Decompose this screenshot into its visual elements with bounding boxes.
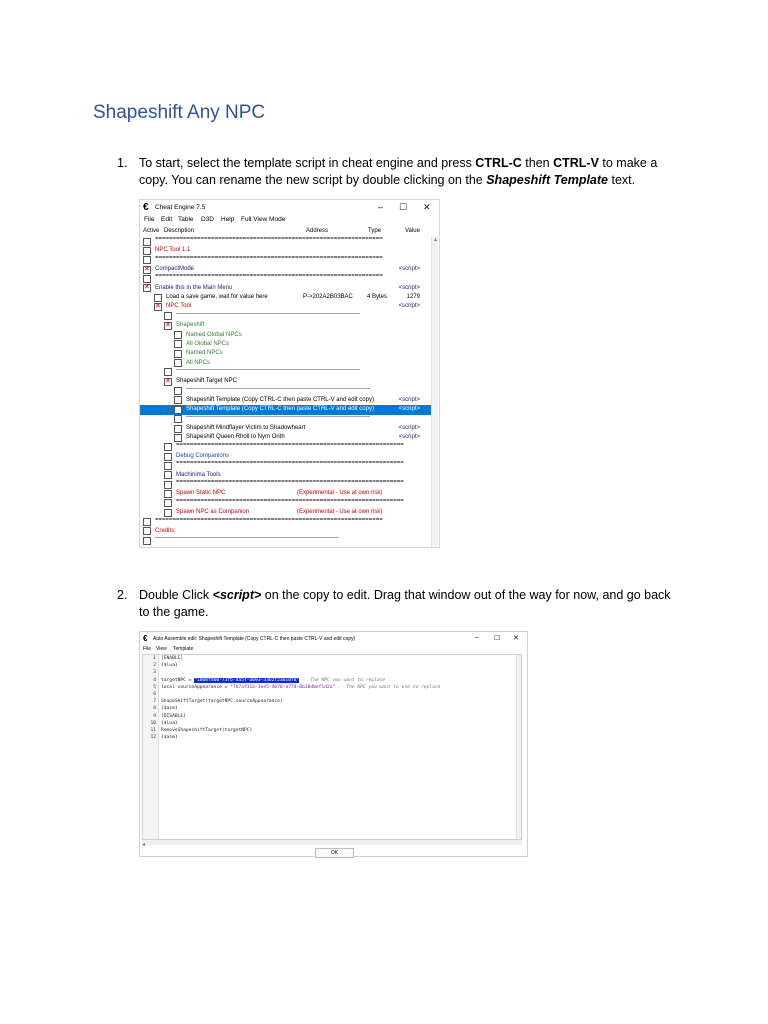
code-text: [161, 685, 440, 690]
menu-file[interactable]: File: [143, 646, 152, 652]
step-text-part: Double Click: [139, 588, 213, 602]
menu-edit[interactable]: Edit: [161, 216, 173, 223]
code-comment: -- The NPC you want to replace: [299, 677, 386, 683]
line-number: 11: [150, 728, 156, 733]
separator-row[interactable]: [140, 256, 432, 265]
code-line: [143, 670, 518, 677]
active-checkbox[interactable]: [143, 238, 151, 246]
separator-line: =================================================================: [176, 460, 404, 467]
separator-row[interactable]: [140, 368, 432, 377]
menu-template[interactable]: Template: [173, 646, 194, 652]
table-row[interactable]: [140, 349, 432, 358]
step-text-part: text.: [608, 173, 636, 187]
scroll-up-icon[interactable]: ▲: [433, 237, 438, 243]
separator-line: --------------------------------------------------------------------------------------------: [186, 385, 370, 392]
table-row[interactable]: [140, 284, 432, 293]
vertical-scrollbar[interactable]: [431, 237, 438, 547]
title-bar: [140, 200, 439, 215]
code-line: [143, 728, 518, 735]
active-checkbox[interactable]: [164, 462, 172, 470]
active-checkbox[interactable]: [164, 509, 172, 517]
separator-line: =================================================================: [155, 273, 383, 280]
maximize-button[interactable]: ☐: [399, 202, 408, 212]
row-description: NPC Tool: [166, 303, 192, 310]
row-value: <script>: [398, 284, 420, 291]
table-row[interactable]: [140, 340, 432, 349]
active-checkbox[interactable]: [143, 275, 151, 283]
active-checkbox[interactable]: [143, 247, 151, 255]
active-checkbox[interactable]: [143, 518, 151, 526]
line-number: 4: [153, 677, 156, 683]
table-row[interactable]: [140, 321, 432, 330]
ok-button[interactable]: OK: [315, 848, 354, 858]
active-checkbox[interactable]: [174, 396, 182, 404]
row-address: (Experimental - Use at own risk): [297, 490, 383, 497]
key-ctrl-c: CTRL-C: [475, 156, 522, 170]
active-checkbox[interactable]: [174, 425, 182, 433]
window-title: Cheat Engine 7.5: [155, 204, 206, 211]
active-checkbox[interactable]: [143, 527, 151, 535]
vertical-scrollbar[interactable]: [516, 655, 521, 839]
line-number: 8: [153, 706, 156, 712]
active-checkbox[interactable]: [143, 284, 151, 292]
code-text: {$asm}: [161, 706, 178, 712]
separator-line: =================================================================: [155, 516, 383, 523]
row-address: (Experimental - Use at own risk): [297, 509, 383, 516]
row-description: Named NPCs: [186, 350, 223, 357]
active-checkbox[interactable]: [143, 256, 151, 264]
menu-help[interactable]: Help: [221, 216, 235, 223]
row-value: <script>: [398, 303, 420, 310]
separator-row[interactable]: [140, 312, 432, 321]
row-description: Spawn Static NPC: [176, 490, 226, 497]
separator-row[interactable]: [140, 415, 432, 424]
separator-line: --------------------------------------------------------------------------------------------: [186, 413, 370, 420]
active-checkbox[interactable]: [154, 303, 162, 311]
table-row[interactable]: [140, 331, 432, 340]
separator-row[interactable]: [140, 536, 432, 545]
active-checkbox[interactable]: [164, 453, 172, 461]
active-checkbox[interactable]: [174, 331, 182, 339]
menu-table[interactable]: Table: [178, 216, 194, 223]
code-text: {$lua}: [161, 663, 178, 669]
row-description: Credits:: [155, 527, 176, 534]
column-value[interactable]: Value: [405, 228, 420, 234]
window-title: Auto Assemble edit: Shapeshift Template (Copy CTRL-C then paste CTRL-V and edit copy): [153, 636, 356, 642]
minimize-button[interactable]: –: [378, 202, 384, 212]
row-address: P->202A2B03BAC: [303, 294, 353, 301]
menu-view[interactable]: View: [156, 646, 167, 652]
code-text: {$asm}: [161, 735, 178, 741]
table-row[interactable]: [140, 424, 432, 433]
step-text-part: on the copy to edit. Drag that window out of the way for now, and go back to the game.: [139, 588, 671, 619]
separator-line: =================================================================: [155, 254, 383, 261]
code-text: [ENABLE]: [161, 656, 184, 661]
column-active[interactable]: Active: [143, 228, 160, 234]
separator-row[interactable]: [140, 387, 432, 396]
row-description: Debug Companions: [176, 453, 230, 460]
code-text: {$lua}: [161, 720, 178, 726]
separator-row[interactable]: [140, 480, 432, 489]
active-checkbox[interactable]: [164, 481, 172, 489]
string-literal: "7b7af31a-3ee5-4b70-a774-0b38d0ef1d2a": [230, 684, 336, 690]
line-number: 3: [153, 670, 156, 676]
separator-line: =================================================================: [176, 497, 404, 504]
step-text: [139, 155, 679, 189]
active-checkbox[interactable]: [174, 434, 182, 442]
active-checkbox[interactable]: [174, 350, 182, 358]
active-checkbox[interactable]: [164, 312, 172, 320]
separator-row[interactable]: [140, 499, 432, 508]
row-description: Shapeshift Target NPC: [176, 378, 237, 385]
row-description: Shapeshift Template (Copy CTRL-C then paste CTRL-V and edit copy): [186, 406, 374, 413]
code-text: RemoveShapeshiftTarget(targetNPC): [161, 728, 253, 733]
row-description: Spawn NPC as Companion: [176, 509, 250, 516]
active-checkbox[interactable]: [164, 471, 172, 479]
code-line: [143, 735, 518, 742]
row-description: Enable this in the Main Menu: [155, 284, 233, 291]
row-value: <script>: [398, 266, 420, 273]
code-line: [143, 706, 518, 713]
separator-row[interactable]: [140, 237, 432, 246]
script-label: <script>: [212, 588, 262, 602]
cheat-engine-icon: €: [143, 202, 149, 213]
step-text-part: then: [521, 156, 554, 170]
line-number: 6: [153, 692, 156, 697]
script-editor[interactable]: [142, 654, 522, 840]
horizontal-scrollbar[interactable]: [142, 840, 522, 845]
minimize-button[interactable]: –: [475, 634, 479, 641]
row-value: <script>: [398, 434, 420, 441]
active-checkbox[interactable]: [174, 340, 182, 348]
row-description: Shapeshift: [176, 322, 205, 329]
row-description: Shapeshift Mindflayer Victim to Shadowheart: [186, 425, 306, 431]
key-ctrl-v: CTRL-V: [553, 156, 599, 170]
code-token: local sourceAppearance =: [161, 684, 231, 690]
code-text: ShapeShiftTarget(targetNPC,sourceAppearance): [161, 699, 283, 705]
row-value: <script>: [398, 406, 420, 413]
template-name: Shapeshift Template: [486, 173, 609, 187]
row-value: <script>: [398, 425, 420, 431]
code-line: [143, 663, 518, 670]
step-number: 1.: [117, 156, 128, 170]
active-checkbox[interactable]: [174, 359, 182, 367]
active-checkbox[interactable]: [174, 415, 182, 423]
row-description: Load a save game, wait for value here: [166, 294, 268, 301]
active-checkbox[interactable]: [164, 443, 172, 451]
separator-row[interactable]: [140, 274, 432, 283]
cheat-engine-icon: €: [143, 634, 148, 643]
step-number: 2.: [117, 588, 128, 602]
row-description: Shapeshift Template (Copy CTRL-C then paste CTRL-V and edit copy): [186, 396, 374, 403]
active-checkbox[interactable]: [164, 499, 172, 507]
selected-uuid: "10d8f460-73fb-4a5f-a693-33b2f2a6c0f8": [194, 677, 300, 683]
row-description: NPC Tool 1.1: [155, 247, 191, 254]
menu-d3d[interactable]: D3D: [201, 216, 215, 223]
code-line: [143, 685, 518, 692]
code-comment: -- The NPC you want to use to replace: [335, 684, 441, 690]
column-header: [140, 227, 439, 236]
row-description: All NPCs: [186, 359, 211, 366]
separator-line: --------------------------------------------------------------------------------------------: [176, 310, 360, 317]
line-number: 5: [153, 684, 156, 690]
close-button[interactable]: ✕: [513, 635, 519, 642]
separator-line: --------------------------------------------------------------------------------------------: [155, 535, 339, 542]
line-number: 1: [153, 656, 156, 661]
row-type: 4 Bytes: [367, 294, 388, 301]
maximize-button[interactable]: ☐: [494, 635, 501, 642]
code-line: [143, 721, 518, 728]
active-checkbox[interactable]: [143, 266, 151, 274]
line-number: 10: [150, 720, 156, 726]
line-number: 7: [153, 699, 156, 705]
separator-line: =================================================================: [176, 479, 404, 486]
separator-line: --------------------------------------------------------------------------------------------: [176, 366, 360, 373]
active-checkbox[interactable]: [154, 294, 162, 302]
close-button[interactable]: ✕: [423, 202, 431, 212]
column-address[interactable]: Address: [306, 228, 329, 234]
line-number: 12: [150, 735, 156, 741]
menu-full-view-mode[interactable]: Full View Mode: [241, 216, 286, 223]
row-description: CompactMode: [155, 266, 195, 273]
scroll-left-icon[interactable]: ◂: [142, 842, 146, 848]
menu-file[interactable]: File: [144, 216, 155, 223]
active-checkbox[interactable]: [174, 387, 182, 395]
separator-line: =================================================================: [155, 236, 383, 242]
separator-row[interactable]: [140, 443, 432, 452]
row-value: <script>: [398, 396, 420, 403]
active-checkbox[interactable]: [143, 537, 151, 545]
step-text: [139, 587, 679, 621]
code-token: targetNPC =: [161, 677, 195, 683]
step-text-part: To start, select the template script in cheat engine and press: [139, 156, 476, 170]
active-checkbox[interactable]: [174, 406, 182, 414]
line-number: 9: [153, 713, 156, 719]
page-title: Shapeshift Any NPC: [93, 102, 266, 123]
code-text: [DISABLE]: [161, 713, 186, 719]
active-checkbox[interactable]: [164, 490, 172, 498]
active-checkbox[interactable]: [164, 368, 172, 376]
separator-line: =================================================================: [176, 441, 404, 448]
table-row[interactable]: [140, 396, 432, 405]
code-line: [143, 714, 518, 721]
cheat-engine-window: [139, 199, 440, 548]
column-type[interactable]: Type: [368, 228, 382, 234]
code-text: [161, 678, 385, 683]
active-checkbox[interactable]: [164, 378, 172, 386]
code-line: [143, 656, 518, 663]
row-description: Shapeshift Queen Rholl to Nym Orith: [186, 434, 285, 441]
step-text-part: to make a copy. You can rename the new script by double clicking on the: [139, 156, 658, 187]
line-number: 2: [153, 663, 156, 669]
separator-row[interactable]: [140, 461, 432, 470]
row-description: Named Global NPCs: [186, 331, 242, 338]
separator-row[interactable]: [140, 518, 432, 527]
row-value: 1279: [406, 294, 420, 301]
row-description: Machinima Tools: [176, 471, 221, 478]
table-row[interactable]: [140, 293, 432, 302]
auto-assemble-window: [139, 631, 528, 857]
code-line: [143, 699, 518, 706]
code-line: [143, 678, 518, 685]
active-checkbox[interactable]: [164, 322, 172, 330]
row-description: All Global NPCs: [186, 340, 230, 347]
column-description[interactable]: Description: [164, 228, 195, 234]
